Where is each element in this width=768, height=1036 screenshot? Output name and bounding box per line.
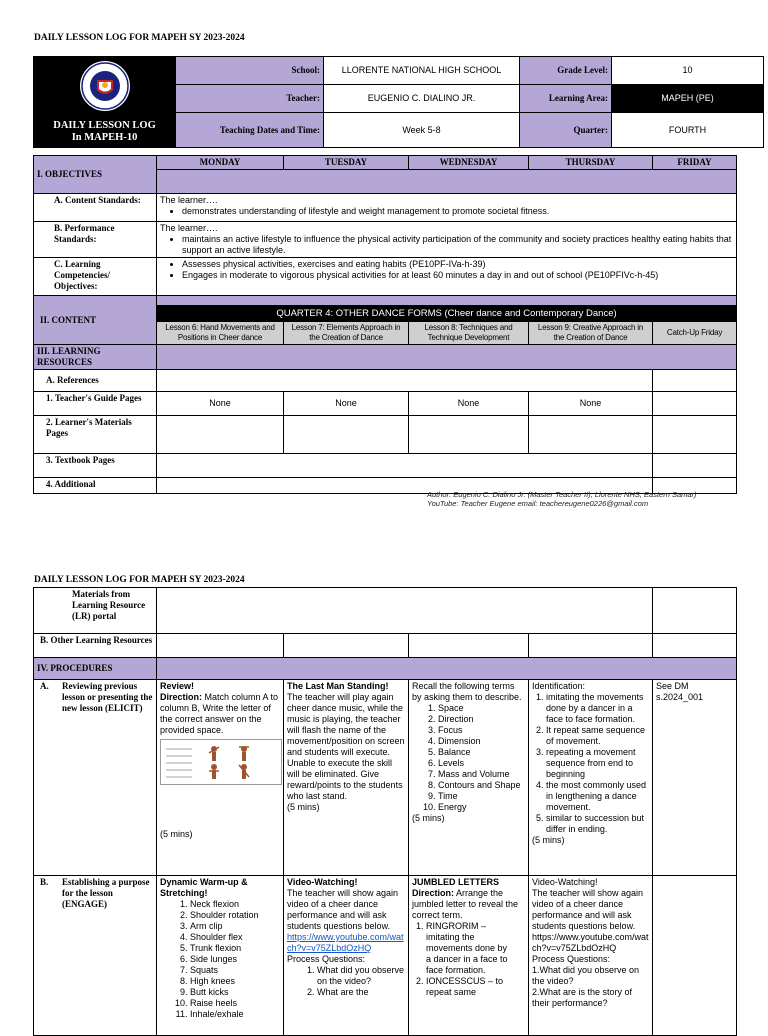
process-question-thu: 1.What did you observe on the video? xyxy=(532,965,640,986)
video-text-thu: The teacher will show again video of a cheer dance performance and will ask students questions below. xyxy=(532,888,644,931)
grade-label: Grade Level: xyxy=(520,57,612,85)
elicit-tuesday xyxy=(284,680,409,876)
recall-list xyxy=(412,703,525,813)
engage-wednesday xyxy=(409,876,529,1036)
engage-tuesday xyxy=(284,876,409,1036)
procedures-label: IV. PROCEDURES xyxy=(34,658,157,680)
content-band xyxy=(157,296,737,306)
process-questions-label-thu: Process Questions: xyxy=(532,954,611,964)
dates-label: Teaching Dates and Time: xyxy=(176,113,324,148)
competencies xyxy=(157,258,737,296)
lm-monday xyxy=(157,416,284,454)
other-wednesday xyxy=(409,634,529,658)
lm-label: 2. Learner's Materials Pages xyxy=(34,416,157,454)
author-line: Author: Eugenio C. Dialino Jr. (Master Teacher II), Llorente NHS, Eastern Samar) xyxy=(427,490,697,499)
teacher-label: Teacher: xyxy=(176,85,324,113)
recall-item: 5. Balance xyxy=(438,747,525,758)
tb-friday xyxy=(653,454,737,478)
last-man-title: The Last Man Standing! xyxy=(287,681,389,691)
elicit-monday xyxy=(157,680,284,876)
tg-label: 1. Teacher's Guide Pages xyxy=(34,392,157,416)
area-label: Learning Area: xyxy=(520,85,612,113)
log-subtitle: In MAPEH-10 xyxy=(71,132,138,143)
lr-portal-cell xyxy=(157,588,653,634)
lm-wednesday xyxy=(409,416,529,454)
identification-item: 3. repeating a movement sequence from end to beginning xyxy=(546,747,649,780)
grade-value: 10 xyxy=(612,57,764,85)
video-link[interactable]: https://www.youtube.com/watch?v=v75ZLbdOzHQ xyxy=(287,932,404,953)
video-title: Video-Watching! xyxy=(287,877,358,887)
recall-item: 7. Mass and Volume xyxy=(438,769,525,780)
other-friday xyxy=(653,634,737,658)
day-monday: MONDAY xyxy=(157,156,284,170)
tg-wednesday: None xyxy=(409,392,529,416)
process-question: 2. What are the xyxy=(317,987,405,998)
deped-seal-icon xyxy=(79,60,131,112)
references-friday xyxy=(653,370,737,392)
lm-thursday xyxy=(529,416,653,454)
warmup-title: Dynamic Warm-up & Stretching! xyxy=(160,877,248,898)
other-resources-label: B. Other Learning Resources xyxy=(34,634,157,658)
elicit-thursday xyxy=(529,680,653,876)
warmup-item: 2. Shoulder rotation xyxy=(190,910,280,921)
process-question: 1. What did you observe on the video? xyxy=(317,965,405,987)
day-tuesday: TUESDAY xyxy=(284,156,409,170)
elicit-label: A. Reviewing previous lesson or presenting the new lesson (ELICIT) xyxy=(34,680,157,876)
procedures-band xyxy=(157,658,737,680)
other-thursday xyxy=(529,634,653,658)
engage-label-display: Establishing a purpose for the lesson (ENGAGE) xyxy=(62,877,150,909)
lesson-6: Lesson 6: Hand Movements and Positions in Cheer dance xyxy=(157,322,284,345)
last-man-time: (5 mins) xyxy=(287,802,320,812)
competency-item: • Assesses physical activities, exercises and eating habits (PE10PF-IVa-h-39) xyxy=(182,259,733,270)
engage-label: B. Establishing a purpose for the lesson (ENGAGE) xyxy=(34,876,157,1036)
dll-table-page2 xyxy=(33,587,737,1036)
engage-thursday xyxy=(529,876,653,1036)
log-title: DAILY LESSON LOG xyxy=(53,120,156,131)
review-direction-text: Match column A to column B, Write the letter of the correct answer on the provided space. xyxy=(160,692,279,735)
warmup-item: 8. High knees xyxy=(190,976,280,987)
performance-standards xyxy=(157,222,737,258)
jumbled-direction xyxy=(412,888,525,921)
other-monday xyxy=(157,634,284,658)
identification-list xyxy=(532,692,649,835)
competencies-label: C. Learning Competencies/ Objectives: xyxy=(34,258,157,296)
content-intro: The learner…. xyxy=(160,195,218,205)
performance-standards-label: B. Performance Standards: xyxy=(34,222,157,258)
lr-portal-friday xyxy=(653,588,737,634)
area-value: MAPEH (PE) xyxy=(612,85,764,113)
school-value: LLORENTE NATIONAL HIGH SCHOOL xyxy=(324,57,520,85)
elicit-friday: See DM s.2024_001 xyxy=(653,680,737,876)
tg-tuesday: None xyxy=(284,392,409,416)
process-questions xyxy=(287,965,405,998)
lesson-8: Lesson 8: Techniques and Technique Development xyxy=(409,322,529,345)
engage-friday xyxy=(653,876,737,1036)
recall-item: 8. Contours and Shape xyxy=(438,780,525,791)
recall-item: 10. Energy xyxy=(438,802,525,813)
references-cell xyxy=(157,370,653,392)
matching-image xyxy=(160,739,282,785)
warmup-item: 1. Neck flexion xyxy=(190,899,280,910)
tg-friday xyxy=(653,392,737,416)
review-direction xyxy=(160,692,280,736)
recall-item: 6. Levels xyxy=(438,758,525,769)
content-standards xyxy=(157,194,737,222)
jumbled-list xyxy=(412,921,525,998)
elicit-label-display: Reviewing previous lesson or presenting the new lesson (ELICIT) xyxy=(62,681,153,713)
quarter-label: Quarter: xyxy=(520,113,612,148)
day-friday: FRIDAY xyxy=(653,156,737,170)
warmup-item: 11. Inhale/exhale xyxy=(190,1009,280,1020)
perf-intro: The learner…. xyxy=(160,223,218,233)
warmup-item: 6. Side lunges xyxy=(190,954,280,965)
author-contact: YouTube: Teacher Eugene email: teachereugene0226@gmail.com xyxy=(427,499,649,508)
recall-item: 1. Space xyxy=(438,703,525,714)
content-bullet: • demonstrates understanding of lifestyle and weight management to promote societal fitness. xyxy=(182,206,733,217)
dll-table-page1 xyxy=(33,155,737,494)
review-title: Review! xyxy=(160,681,195,691)
header-table xyxy=(33,56,764,148)
last-man-text: The teacher will play again cheer dance music, while the music is playing, the teacher will flash the name of the movement/position on screen and students will execute. Unable to execute the skill will be eliminated. Give reward/points to the students who last stand. xyxy=(287,692,405,801)
school-label: School: xyxy=(176,57,324,85)
recall-time: (5 mins) xyxy=(412,813,445,823)
lm-tuesday xyxy=(284,416,409,454)
tg-thursday: None xyxy=(529,392,653,416)
competency-item: • Engages in moderate to vigorous physical activities for at least 60 minutes a day in and out of school (PE10PFIVc-h-45) xyxy=(182,270,733,281)
catch-up-friday: Catch-Up Friday xyxy=(653,322,737,345)
identification-item: 5. similar to succession but differ in ending. xyxy=(546,813,649,835)
recall-intro: Recall the following terms by asking them to describe. xyxy=(412,681,522,702)
page-header: DAILY LESSON LOG FOR MAPEH SY 2023-2024 xyxy=(34,33,245,43)
quarter-value: FOURTH xyxy=(612,113,764,148)
review-time: (5 mins) xyxy=(160,829,193,839)
jumbled-direction-text: Arrange the jumbled letter to reveal the correct term. xyxy=(412,888,519,920)
recall-item: 2. Direction xyxy=(438,714,525,725)
identification-item: 4. the most commonly used in lengthening a dance movement. xyxy=(546,780,649,813)
references-label: A. References xyxy=(34,370,157,392)
page-header-2: DAILY LESSON LOG FOR MAPEH SY 2023-2024 xyxy=(34,575,245,585)
cheer-figures-icon xyxy=(199,743,279,781)
identification-time: (5 mins) xyxy=(532,835,565,845)
engage-monday xyxy=(157,876,284,1036)
matching-lines-icon xyxy=(164,745,194,779)
warmup-item: 7. Squats xyxy=(190,965,280,976)
identification-intro: Identification: xyxy=(532,681,586,691)
tb-cell xyxy=(157,454,653,478)
objectives-band xyxy=(157,170,737,194)
elicit-wednesday xyxy=(409,680,529,876)
video-title-thu: Video-Watching! xyxy=(532,877,598,887)
jumbled-item: 2. IONCESSCUS – to repeat same xyxy=(426,976,525,998)
identification-item: 1. imitating the movements done by a dancer in a face to face formation. xyxy=(546,692,649,725)
resources-band xyxy=(157,345,737,370)
author-credit xyxy=(427,490,697,508)
day-wednesday: WEDNESDAY xyxy=(409,156,529,170)
content-standards-label: A. Content Standards: xyxy=(34,194,157,222)
content-label: II. CONTENT xyxy=(34,296,157,345)
warmup-item: 4. Shoulder flex xyxy=(190,932,280,943)
jumbled-direction-label: Direction: xyxy=(412,888,455,898)
day-thursday: THURSDAY xyxy=(529,156,653,170)
quarter-banner: QUARTER 4: OTHER DANCE FORMS (Cheer dance and Contemporary Dance) xyxy=(157,306,737,322)
warmup-item: 9. Butt kicks xyxy=(190,987,280,998)
lr-portal-label: Materials from Learning Resource (LR) portal xyxy=(34,588,157,634)
lesson-7: Lesson 7: Elements Approach in the Creation of Dance xyxy=(284,322,409,345)
objectives-label: I. OBJECTIVES xyxy=(34,156,157,194)
process-questions-label: Process Questions: xyxy=(287,954,366,964)
tb-label: 3. Textbook Pages xyxy=(34,454,157,478)
jumbled-title: JUMBLED LETTERS xyxy=(412,877,500,887)
deped-logo-cell xyxy=(34,57,176,148)
dates-value: Week 5-8 xyxy=(324,113,520,148)
resources-label: III. LEARNING RESOURCES xyxy=(34,345,157,370)
identification-item: 2. It repeat same sequence of movement. xyxy=(546,725,649,747)
video-link-thu[interactable]: https://www.youtube.com/watch?v=v75ZLbdOzHQ xyxy=(532,932,649,953)
review-direction-label: Direction: xyxy=(160,692,203,702)
recall-item: 9. Time xyxy=(438,791,525,802)
lm-friday xyxy=(653,416,737,454)
other-tuesday xyxy=(284,634,409,658)
warmup-item: 5. Trunk flexion xyxy=(190,943,280,954)
warmup-item: 3. Arm clip xyxy=(190,921,280,932)
video-text: The teacher will show again video of a cheer dance performance and will ask students questions below. xyxy=(287,888,399,931)
tg-monday: None xyxy=(157,392,284,416)
additional-label: 4. Additional xyxy=(34,478,157,494)
warmup-list xyxy=(160,899,280,1020)
warmup-item: 10. Raise heels xyxy=(190,998,280,1009)
process-question-thu: 2.What are is the story of their performance? xyxy=(532,987,633,1008)
recall-item: 3. Focus xyxy=(438,725,525,736)
lesson-9: Lesson 9: Creative Approach in the Creation of Dance xyxy=(529,322,653,345)
teacher-value: EUGENIO C. DIALINO JR. xyxy=(324,85,520,113)
recall-item: 4. Dimension xyxy=(438,736,525,747)
perf-bullet: • maintains an active lifestyle to influence the physical activity participation of the community and society practices healthy eating habits that support an active lifestyle. xyxy=(182,234,733,256)
jumbled-item: 1. RINGRORIM – imitating the movements done by a dancer in a face to face formation. xyxy=(426,921,525,976)
